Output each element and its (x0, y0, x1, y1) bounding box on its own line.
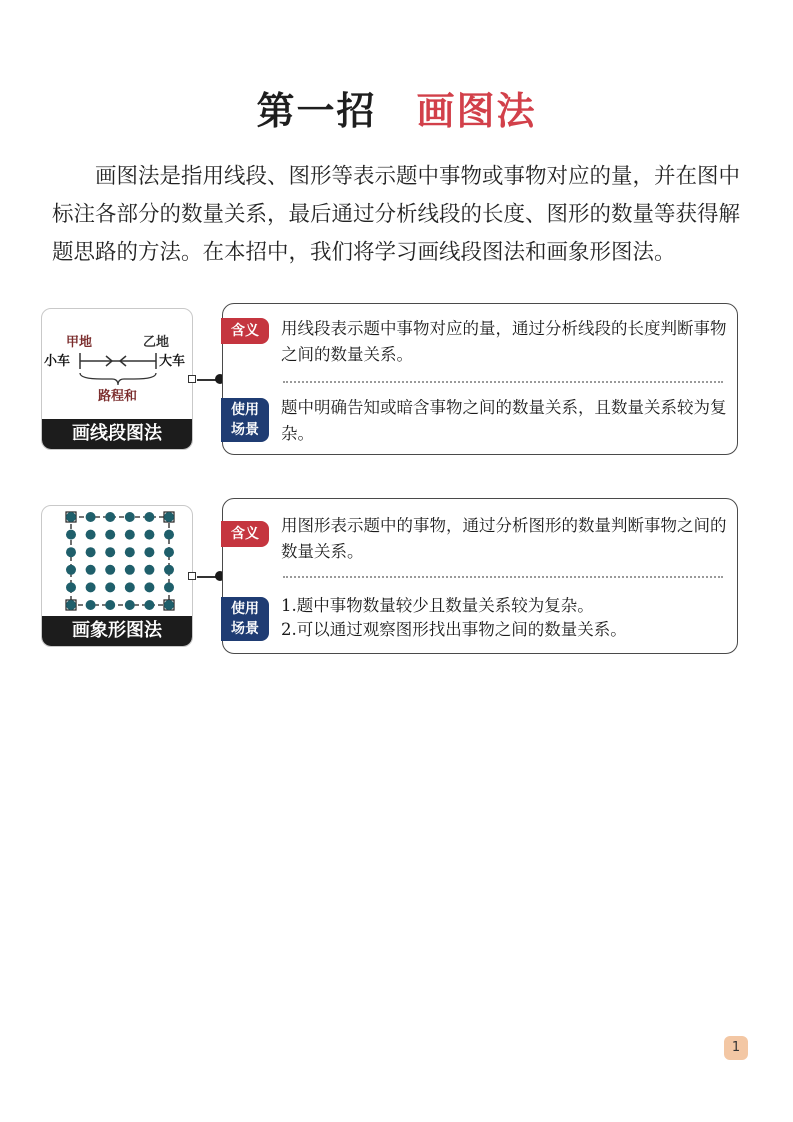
usage-tag-line-2: 场景 (231, 422, 259, 438)
meaning-text: 用线段表示题中事物对应的量，通过分析线段的长度判断事物之间的数量关系。 (281, 319, 727, 364)
place-a-label: 甲地 (66, 335, 93, 350)
page-title (0, 80, 793, 135)
connector-line (197, 576, 217, 578)
grid-dot (144, 547, 154, 557)
intro-paragraph: 画图法是指用线段、图形等表示题中事物或事物对应的量，并在图中标注各部分的数量关系，最后通过分析线段的长度、图形的数量等获得解题思路的方法。在本招中，我们将学习画线段图法和画象形图法。 (52, 164, 741, 265)
grid-dot (86, 565, 96, 575)
grid-dot (164, 530, 174, 540)
connector-line (197, 379, 217, 381)
card-label: 画象形图法 (42, 616, 192, 646)
grid-dot (125, 547, 135, 557)
grid-dot (125, 582, 135, 592)
grid-dot (164, 512, 174, 522)
usage-tag-line-1: 使用 (231, 601, 259, 617)
line-method-info-box (222, 303, 738, 455)
grid-dot (66, 565, 76, 575)
connector-handle (188, 375, 196, 383)
grid-dot (105, 512, 115, 522)
title-part-1: 第一招 (256, 89, 377, 133)
line-segment-diagram (42, 309, 192, 419)
divider (283, 381, 723, 383)
grid-dot (164, 565, 174, 575)
grid-dots (66, 512, 174, 610)
car-left-label: 小车 (44, 354, 71, 369)
title-part-2: 画图法 (416, 89, 537, 133)
grid-dot (86, 530, 96, 540)
grid-dot (66, 600, 76, 610)
grid-dot (125, 530, 135, 540)
grid-dot (125, 600, 135, 610)
usage-text: 题中明确告知或暗含事物之间的数量关系，且数量关系较为复杂。 (281, 398, 727, 443)
connector-handle (188, 572, 196, 580)
grid-dot (105, 547, 115, 557)
usage-tag-line-1: 使用 (231, 402, 259, 418)
grid-dot (86, 600, 96, 610)
grid-dot (86, 512, 96, 522)
usage-tag (221, 398, 269, 442)
grid-dot (66, 547, 76, 557)
grid-dot (86, 582, 96, 592)
grid-dot (164, 547, 174, 557)
grid-dot (105, 565, 115, 575)
grid-dot (66, 512, 76, 522)
line-diagram-card (41, 308, 193, 450)
grid-dot (144, 530, 154, 540)
grid-dot (105, 530, 115, 540)
grid-dot (86, 547, 96, 557)
grid-dot (105, 600, 115, 610)
grid-dot (164, 600, 174, 610)
pictograph-card (41, 505, 193, 647)
divider (283, 576, 723, 578)
usage-tag-line-2: 场景 (231, 621, 259, 637)
usage-tag (221, 597, 269, 641)
grid-dot (144, 565, 154, 575)
grid-dot (144, 512, 154, 522)
grid-dot (125, 565, 135, 575)
grid-dot (164, 582, 174, 592)
dot-grid-diagram (42, 506, 192, 616)
grid-dot (105, 582, 115, 592)
place-b-label: 乙地 (143, 335, 170, 350)
meaning-tag: 含义 (221, 521, 269, 547)
sum-label: 路程和 (98, 389, 138, 404)
grid-dot (66, 530, 76, 540)
meaning-text: 用图形表示题中的事物，通过分析图形的数量判断事物之间的数量关系。 (281, 516, 727, 561)
usage-item-1: 1.题中事物数量较少且数量关系较为复杂。 (281, 596, 594, 615)
grid-dot (144, 582, 154, 592)
meaning-tag: 含义 (221, 318, 269, 344)
card-label: 画线段图法 (42, 419, 192, 449)
grid-dot (144, 600, 154, 610)
pictograph-method-info-box (222, 498, 738, 654)
usage-item-2: 2.可以通过观察图形找出事物之间的数量关系。 (281, 620, 627, 639)
page-number: 1 (724, 1036, 748, 1060)
grid-dot (125, 512, 135, 522)
car-right-label: 大车 (159, 354, 186, 369)
grid-dot (66, 582, 76, 592)
